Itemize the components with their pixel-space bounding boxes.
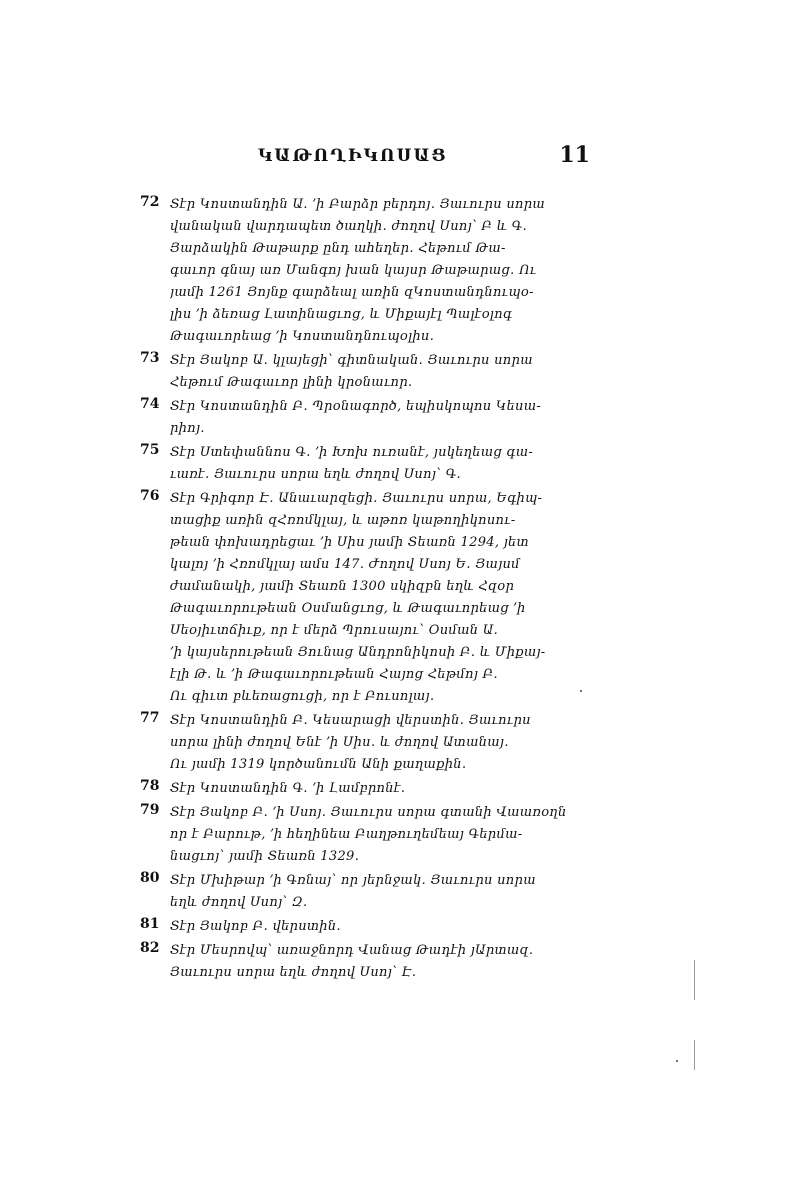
entry-number: 78 xyxy=(140,778,160,794)
scan-speck xyxy=(580,690,582,692)
entry-line: նացւոյ՝ յամի Տեառն 1329․ xyxy=(170,849,360,864)
list-item xyxy=(140,350,596,394)
list-item xyxy=(140,916,596,938)
entry-line: Յաւուրս սորա եղև ժողով Սսոյ՝ Է․ xyxy=(170,965,417,980)
entry-line: Տէր Յակոբ Ա․ կլայեցի՝ գիտնական․ Յաւուրս սորա xyxy=(170,353,533,368)
entry-line: Տէր Գրիգոր Է․ Անաւարզեցի․ Յաւուրս սորա, Եգիպ- xyxy=(170,491,543,506)
entry-number: 72 xyxy=(140,194,160,210)
entry-line: Հեթում Թագաւոր լինի կրօնաւոր․ xyxy=(170,375,413,390)
entry-number: 80 xyxy=(140,870,160,886)
scan-edge-mark xyxy=(694,1040,695,1070)
entry-line: Սեօյիւտճիւք, որ է մերձ Պրուսայու՝ Օսման Ա․ xyxy=(170,623,499,638)
entry-number: 75 xyxy=(140,442,160,458)
page-number: 11 xyxy=(559,142,590,168)
entry-line: էլի Թ․ և ՚ի Թագաւորութեան Հայոց Հեթմոյ Բ․ xyxy=(170,667,499,682)
entry-number: 81 xyxy=(140,916,160,932)
scan-edge-mark xyxy=(694,960,695,1000)
entry-line: տացիք առին զՀռոմկլայ, և աթոռ կաթողիկոսու- xyxy=(170,513,516,528)
entry-line: սորա լինի ժողով Ենէ ՚ի Սիս․ և ժողով Ատանայ․ xyxy=(170,735,509,750)
entry-line: Յարձակին Թաթարք ընդ ահեղեր․ Հեթում Թա- xyxy=(170,241,506,256)
entry-line: յամի 1261 Յոյնք գարձեալ առին զԿոստանդնուպօ- xyxy=(170,285,534,300)
entry-number: 79 xyxy=(140,802,160,818)
entry-line: Թագաւորեաց ՚ի Կոստանդնուպօլիս․ xyxy=(170,329,435,344)
list-item xyxy=(140,396,596,440)
page-header xyxy=(140,142,596,172)
scan-speck xyxy=(676,1060,678,1062)
entry-line: ՚ի կայսերութեան Յունաց Անդրոնիկոսի Բ․ և Միքայ- xyxy=(170,645,546,660)
entry-line: Տէր Յակոբ Բ․ վերստին․ xyxy=(170,919,342,934)
entry-line: գաւոր գնայ առ Մանգոյ խան կայսր Թաթարաց․ Ու xyxy=(170,263,537,278)
list-item xyxy=(140,940,596,984)
catholicos-list xyxy=(140,194,596,986)
list-item xyxy=(140,194,596,348)
list-item xyxy=(140,778,596,800)
entry-line: Տէր Ստեփաննոս Գ․ ՚ի Խոխ ուռանէ, յսկեղեաց գա- xyxy=(170,445,534,460)
entry-line: որ է Բարութ, ՚ի հեղինեա Բաղթուղեմեայ Գերմա- xyxy=(170,827,523,842)
entry-line: րիոյ․ xyxy=(170,421,205,436)
entry-line: կալոյ ՚ի Հռոմկլայ ամս 147․ Ժողով Սսոյ Ե․ Յայսմ xyxy=(170,557,520,572)
entry-line: Տէր Յակոբ Բ․ ՚ի Սսոյ․ Յաւուրս սորա գտանի Վաառօղն xyxy=(170,805,567,820)
list-item xyxy=(140,802,596,868)
entry-number: 77 xyxy=(140,710,160,726)
entry-line: Թագաւորութեան Օսմանցւոց, և Թագաւորեաց ՚ի xyxy=(170,601,526,616)
entry-line: Ու գիւտ բևեռացուցի, որ է Բուսոլայ․ xyxy=(170,689,435,704)
entry-line: Տէր Մխիթար ՚ի Գռնայ՝ որ յերնջակ․ Յաւուրս սորա xyxy=(170,873,536,888)
entry-number: 73 xyxy=(140,350,160,366)
running-head: ԿԱԹՈՂԻԿՈՍԱՑ xyxy=(258,146,448,166)
entry-line: ւառէ․ Յաւուրս սորա եղև ժողով Սսոյ՝ Գ․ xyxy=(170,467,462,482)
entry-line: Տէր Կոստանդին Ա․ ՚ի Բարձր բերդոյ․ Յաւուրս սորա xyxy=(170,197,546,212)
entry-line: վանական վարդապետ ծաղկի․ ժողով Սսոյ՝ Բ և Գ․ xyxy=(170,219,528,234)
entry-line: Տէր Կոստանդին Գ․ ՚ի Լամբրոնէ․ xyxy=(170,781,406,796)
entry-line: թեան փոխադրեցաւ ՚ի Սիս յամի Տեառն 1294, յետ xyxy=(170,535,529,550)
list-item xyxy=(140,488,596,708)
entry-line: Տէր Կոստանդին Բ․ Պրօնագործ, եպիսկոպոս Կեսա- xyxy=(170,399,542,414)
list-item xyxy=(140,870,596,914)
entry-line: Տէր Կոստանդին Բ․ Կեսարացի վերստին․ Յաւուրս xyxy=(170,713,531,728)
entry-number: 82 xyxy=(140,940,160,956)
entry-line: լիս ՚ի ձեռաց Լատինացւոց, և Միքայէլ Պալէօլոգ xyxy=(170,307,513,322)
list-item xyxy=(140,442,596,486)
entry-line: Ու յամի 1319 կործանումն Անի քաղաքին․ xyxy=(170,757,467,772)
entry-number: 74 xyxy=(140,396,160,412)
entry-line: Տէր Մեսրովպ՝ առաջնորդ Վանաց Թադէի յԱրտազ․ xyxy=(170,943,534,958)
entry-line: եղև ժողով Սսոյ՝ Զ․ xyxy=(170,895,308,910)
list-item xyxy=(140,710,596,776)
entry-line: ժամանակի, յամի Տեառն 1300 սկիզբն եղև Հզօր xyxy=(170,579,515,594)
entry-number: 76 xyxy=(140,488,160,504)
